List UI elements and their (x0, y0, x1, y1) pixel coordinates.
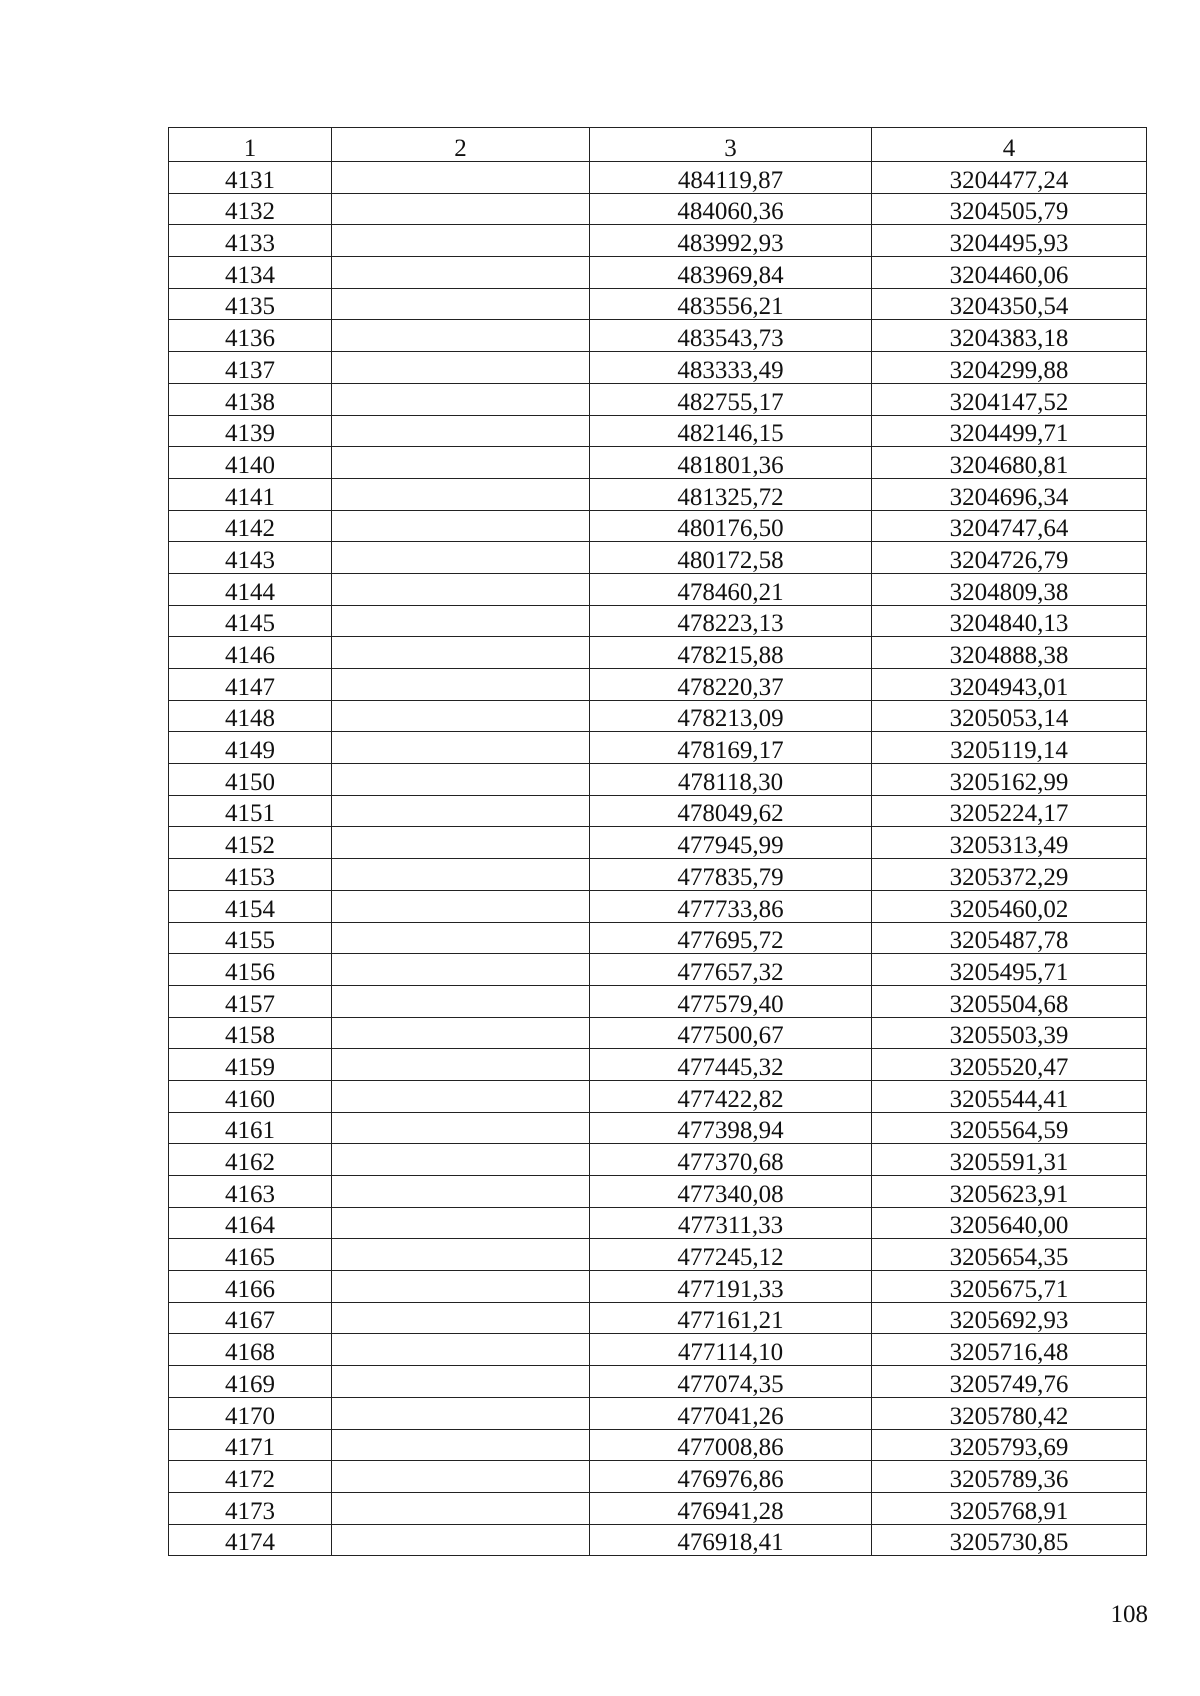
description-cell (332, 1049, 590, 1081)
x-coordinate-cell: 477733,86 (590, 890, 872, 922)
y-coordinate-cell: 3205793,69 (872, 1429, 1147, 1461)
x-coordinate-cell: 478215,88 (590, 637, 872, 669)
x-coordinate-cell: 477945,99 (590, 827, 872, 859)
table-row (169, 573, 1147, 605)
table-row (169, 1397, 1147, 1429)
header-col-4: 4 (872, 128, 1147, 162)
y-coordinate-cell: 3204460,06 (872, 257, 1147, 289)
header-col-2: 2 (332, 128, 590, 162)
x-coordinate-cell: 476941,28 (590, 1492, 872, 1524)
x-coordinate-cell: 478213,09 (590, 700, 872, 732)
y-coordinate-cell: 3204350,54 (872, 288, 1147, 320)
point-number-cell: 4167 (169, 1302, 332, 1334)
point-number-cell: 4162 (169, 1144, 332, 1176)
description-cell (332, 1017, 590, 1049)
point-number-cell: 4134 (169, 257, 332, 289)
table-row (169, 827, 1147, 859)
point-number-cell: 4131 (169, 162, 332, 194)
description-cell (332, 1397, 590, 1429)
table-row (169, 1144, 1147, 1176)
description-cell (332, 415, 590, 447)
description-cell (332, 890, 590, 922)
table-row (169, 1302, 1147, 1334)
description-cell (332, 985, 590, 1017)
y-coordinate-cell: 3204477,24 (872, 162, 1147, 194)
y-coordinate-cell: 3205675,71 (872, 1271, 1147, 1303)
point-number-cell: 4157 (169, 985, 332, 1017)
description-cell (332, 1429, 590, 1461)
table-row (169, 1017, 1147, 1049)
description-cell (332, 447, 590, 479)
table-row (169, 542, 1147, 574)
table-row (169, 1461, 1147, 1493)
x-coordinate-cell: 478118,30 (590, 764, 872, 796)
x-coordinate-cell: 477370,68 (590, 1144, 872, 1176)
point-number-cell: 4136 (169, 320, 332, 352)
table-row (169, 1049, 1147, 1081)
point-number-cell: 4143 (169, 542, 332, 574)
point-number-cell: 4141 (169, 478, 332, 510)
description-cell (332, 764, 590, 796)
table-row (169, 288, 1147, 320)
y-coordinate-cell: 3205495,71 (872, 954, 1147, 986)
point-number-cell: 4171 (169, 1429, 332, 1461)
table-row (169, 1207, 1147, 1239)
description-cell (332, 478, 590, 510)
x-coordinate-cell: 480176,50 (590, 510, 872, 542)
description-cell (332, 257, 590, 289)
table-row (169, 605, 1147, 637)
y-coordinate-cell: 3205654,35 (872, 1239, 1147, 1271)
table-row (169, 383, 1147, 415)
y-coordinate-cell: 3204499,71 (872, 415, 1147, 447)
x-coordinate-cell: 476976,86 (590, 1461, 872, 1493)
description-cell (332, 605, 590, 637)
y-coordinate-cell: 3205730,85 (872, 1524, 1147, 1556)
page-number: 108 (1110, 1601, 1148, 1628)
x-coordinate-cell: 481801,36 (590, 447, 872, 479)
x-coordinate-cell: 477398,94 (590, 1112, 872, 1144)
point-number-cell: 4132 (169, 193, 332, 225)
header-col-3: 3 (590, 128, 872, 162)
description-cell (332, 1271, 590, 1303)
table-row (169, 320, 1147, 352)
table-row (169, 1080, 1147, 1112)
point-number-cell: 4155 (169, 922, 332, 954)
description-cell (332, 542, 590, 574)
y-coordinate-cell: 3204147,52 (872, 383, 1147, 415)
point-number-cell: 4147 (169, 669, 332, 701)
y-coordinate-cell: 3205460,02 (872, 890, 1147, 922)
description-cell (332, 732, 590, 764)
y-coordinate-cell: 3205768,91 (872, 1492, 1147, 1524)
point-number-cell: 4140 (169, 447, 332, 479)
x-coordinate-cell: 477245,12 (590, 1239, 872, 1271)
y-coordinate-cell: 3204696,34 (872, 478, 1147, 510)
x-coordinate-cell: 482755,17 (590, 383, 872, 415)
point-number-cell: 4161 (169, 1112, 332, 1144)
table-row (169, 415, 1147, 447)
table-header-row (169, 128, 1147, 162)
point-number-cell: 4164 (169, 1207, 332, 1239)
description-cell (332, 827, 590, 859)
table-row (169, 922, 1147, 954)
x-coordinate-cell: 483333,49 (590, 352, 872, 384)
y-coordinate-cell: 3205623,91 (872, 1176, 1147, 1208)
point-number-cell: 4156 (169, 954, 332, 986)
point-number-cell: 4139 (169, 415, 332, 447)
description-cell (332, 1524, 590, 1556)
coordinate-table (168, 127, 1147, 1556)
x-coordinate-cell: 481325,72 (590, 478, 872, 510)
point-number-cell: 4170 (169, 1397, 332, 1429)
x-coordinate-cell: 477340,08 (590, 1176, 872, 1208)
table-row (169, 890, 1147, 922)
y-coordinate-cell: 3204888,38 (872, 637, 1147, 669)
point-number-cell: 4173 (169, 1492, 332, 1524)
point-number-cell: 4149 (169, 732, 332, 764)
x-coordinate-cell: 478223,13 (590, 605, 872, 637)
point-number-cell: 4135 (169, 288, 332, 320)
description-cell (332, 1334, 590, 1366)
y-coordinate-cell: 3205749,76 (872, 1366, 1147, 1398)
x-coordinate-cell: 476918,41 (590, 1524, 872, 1556)
table-row (169, 510, 1147, 542)
description-cell (332, 954, 590, 986)
point-number-cell: 4153 (169, 859, 332, 891)
description-cell (332, 1176, 590, 1208)
point-number-cell: 4133 (169, 225, 332, 257)
point-number-cell: 4150 (169, 764, 332, 796)
x-coordinate-cell: 477835,79 (590, 859, 872, 891)
point-number-cell: 4145 (169, 605, 332, 637)
y-coordinate-cell: 3205564,59 (872, 1112, 1147, 1144)
point-number-cell: 4172 (169, 1461, 332, 1493)
x-coordinate-cell: 478169,17 (590, 732, 872, 764)
table-row (169, 257, 1147, 289)
point-number-cell: 4166 (169, 1271, 332, 1303)
table-body (169, 162, 1147, 1556)
y-coordinate-cell: 3205716,48 (872, 1334, 1147, 1366)
y-coordinate-cell: 3205372,29 (872, 859, 1147, 891)
table-row (169, 1334, 1147, 1366)
x-coordinate-cell: 483992,93 (590, 225, 872, 257)
table-row (169, 1492, 1147, 1524)
table-row (169, 954, 1147, 986)
y-coordinate-cell: 3205119,14 (872, 732, 1147, 764)
y-coordinate-cell: 3205503,39 (872, 1017, 1147, 1049)
description-cell (332, 1461, 590, 1493)
point-number-cell: 4160 (169, 1080, 332, 1112)
y-coordinate-cell: 3205520,47 (872, 1049, 1147, 1081)
point-number-cell: 4142 (169, 510, 332, 542)
description-cell (332, 573, 590, 605)
point-number-cell: 4152 (169, 827, 332, 859)
table-row (169, 1239, 1147, 1271)
table-row (169, 1429, 1147, 1461)
table-row (169, 447, 1147, 479)
description-cell (332, 162, 590, 194)
y-coordinate-cell: 3204383,18 (872, 320, 1147, 352)
header-col-1: 1 (169, 128, 332, 162)
y-coordinate-cell: 3204840,13 (872, 605, 1147, 637)
table-row (169, 700, 1147, 732)
description-cell (332, 1239, 590, 1271)
description-cell (332, 1366, 590, 1398)
x-coordinate-cell: 483543,73 (590, 320, 872, 352)
y-coordinate-cell: 3204299,88 (872, 352, 1147, 384)
x-coordinate-cell: 477074,35 (590, 1366, 872, 1398)
description-cell (332, 700, 590, 732)
y-coordinate-cell: 3205162,99 (872, 764, 1147, 796)
point-number-cell: 4146 (169, 637, 332, 669)
description-cell (332, 795, 590, 827)
point-number-cell: 4144 (169, 573, 332, 605)
point-number-cell: 4169 (169, 1366, 332, 1398)
description-cell (332, 320, 590, 352)
description-cell (332, 383, 590, 415)
y-coordinate-cell: 3204726,79 (872, 542, 1147, 574)
description-cell (332, 1207, 590, 1239)
x-coordinate-cell: 484119,87 (590, 162, 872, 194)
description-cell (332, 225, 590, 257)
y-coordinate-cell: 3205504,68 (872, 985, 1147, 1017)
x-coordinate-cell: 477041,26 (590, 1397, 872, 1429)
description-cell (332, 1492, 590, 1524)
point-number-cell: 4151 (169, 795, 332, 827)
table-row (169, 225, 1147, 257)
x-coordinate-cell: 480172,58 (590, 542, 872, 574)
y-coordinate-cell: 3204495,93 (872, 225, 1147, 257)
table-row (169, 669, 1147, 701)
x-coordinate-cell: 484060,36 (590, 193, 872, 225)
x-coordinate-cell: 477008,86 (590, 1429, 872, 1461)
x-coordinate-cell: 478460,21 (590, 573, 872, 605)
x-coordinate-cell: 477695,72 (590, 922, 872, 954)
table-row (169, 1112, 1147, 1144)
y-coordinate-cell: 3205313,49 (872, 827, 1147, 859)
y-coordinate-cell: 3205487,78 (872, 922, 1147, 954)
x-coordinate-cell: 477191,33 (590, 1271, 872, 1303)
table-row (169, 1524, 1147, 1556)
x-coordinate-cell: 477500,67 (590, 1017, 872, 1049)
x-coordinate-cell: 477657,32 (590, 954, 872, 986)
x-coordinate-cell: 482146,15 (590, 415, 872, 447)
description-cell (332, 637, 590, 669)
point-number-cell: 4168 (169, 1334, 332, 1366)
table-row (169, 193, 1147, 225)
x-coordinate-cell: 477161,21 (590, 1302, 872, 1334)
table-row (169, 1366, 1147, 1398)
x-coordinate-cell: 477445,32 (590, 1049, 872, 1081)
x-coordinate-cell: 483969,84 (590, 257, 872, 289)
y-coordinate-cell: 3205789,36 (872, 1461, 1147, 1493)
point-number-cell: 4163 (169, 1176, 332, 1208)
y-coordinate-cell: 3205053,14 (872, 700, 1147, 732)
table-row (169, 1176, 1147, 1208)
table-row (169, 478, 1147, 510)
y-coordinate-cell: 3204809,38 (872, 573, 1147, 605)
description-cell (332, 510, 590, 542)
point-number-cell: 4159 (169, 1049, 332, 1081)
description-cell (332, 352, 590, 384)
point-number-cell: 4154 (169, 890, 332, 922)
table-row (169, 1271, 1147, 1303)
table-row (169, 732, 1147, 764)
description-cell (332, 288, 590, 320)
y-coordinate-cell: 3204680,81 (872, 447, 1147, 479)
x-coordinate-cell: 478049,62 (590, 795, 872, 827)
table-row (169, 637, 1147, 669)
table-row (169, 352, 1147, 384)
y-coordinate-cell: 3205692,93 (872, 1302, 1147, 1334)
y-coordinate-cell: 3204943,01 (872, 669, 1147, 701)
point-number-cell: 4138 (169, 383, 332, 415)
point-number-cell: 4158 (169, 1017, 332, 1049)
y-coordinate-cell: 3205780,42 (872, 1397, 1147, 1429)
description-cell (332, 859, 590, 891)
y-coordinate-cell: 3205224,17 (872, 795, 1147, 827)
point-number-cell: 4165 (169, 1239, 332, 1271)
point-number-cell: 4137 (169, 352, 332, 384)
table-row (169, 985, 1147, 1017)
description-cell (332, 193, 590, 225)
y-coordinate-cell: 3205544,41 (872, 1080, 1147, 1112)
point-number-cell: 4174 (169, 1524, 332, 1556)
table-row (169, 764, 1147, 796)
description-cell (332, 1080, 590, 1112)
y-coordinate-cell: 3204747,64 (872, 510, 1147, 542)
description-cell (332, 669, 590, 701)
description-cell (332, 1112, 590, 1144)
x-coordinate-cell: 483556,21 (590, 288, 872, 320)
x-coordinate-cell: 477579,40 (590, 985, 872, 1017)
table-row (169, 795, 1147, 827)
table-row (169, 162, 1147, 194)
description-cell (332, 922, 590, 954)
point-number-cell: 4148 (169, 700, 332, 732)
y-coordinate-cell: 3205640,00 (872, 1207, 1147, 1239)
description-cell (332, 1302, 590, 1334)
x-coordinate-cell: 477311,33 (590, 1207, 872, 1239)
description-cell (332, 1144, 590, 1176)
y-coordinate-cell: 3204505,79 (872, 193, 1147, 225)
x-coordinate-cell: 478220,37 (590, 669, 872, 701)
table-row (169, 859, 1147, 891)
x-coordinate-cell: 477114,10 (590, 1334, 872, 1366)
y-coordinate-cell: 3205591,31 (872, 1144, 1147, 1176)
x-coordinate-cell: 477422,82 (590, 1080, 872, 1112)
